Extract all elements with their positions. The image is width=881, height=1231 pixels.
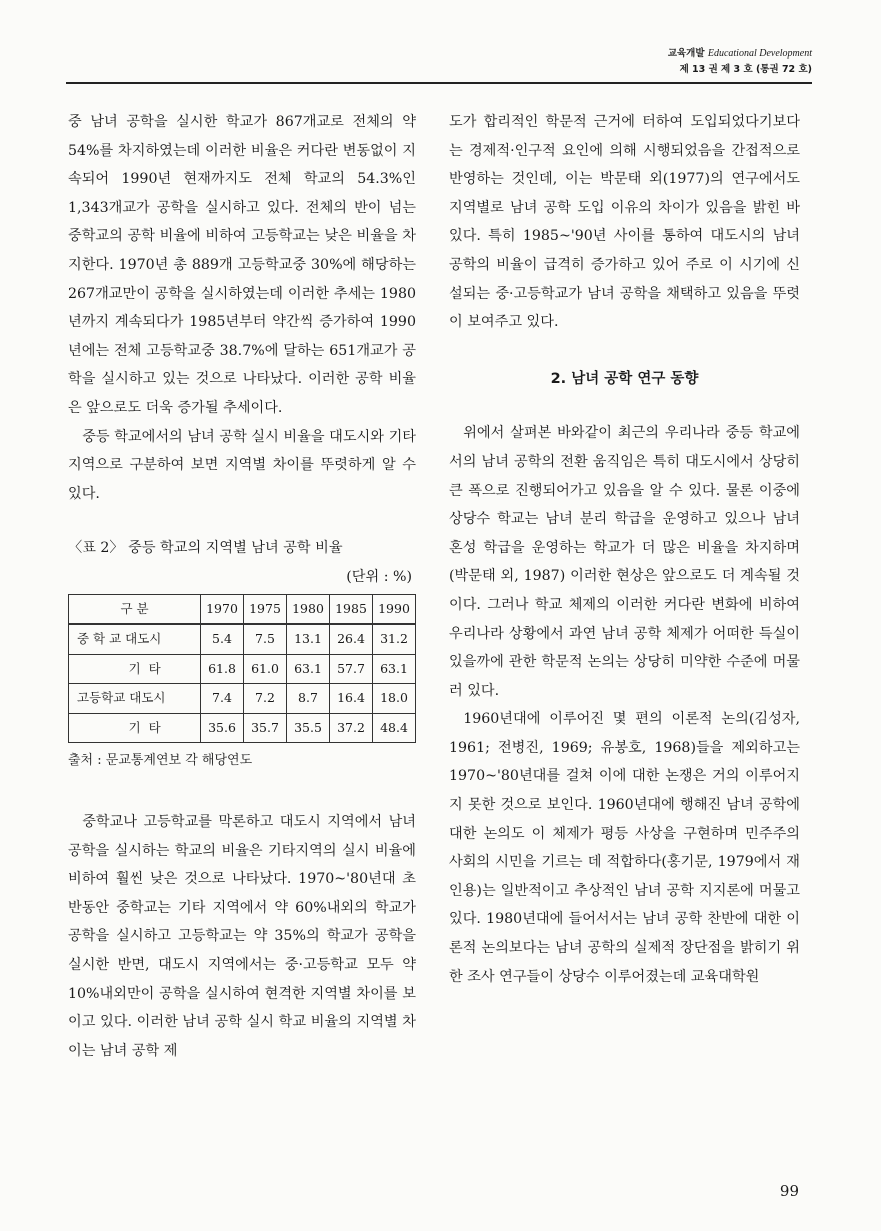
table-cell: 8.7 <box>287 684 330 714</box>
header-cell: 구 분 <box>69 594 201 624</box>
paragraph: 중학교나 고등학교를 막론하고 대도시 지역에서 남녀 공학을 실시하는 학교의 비율은 기타지역의 실시 비율에 비하여 훨씬 낮은 것으로 나타났다. 1970~'80년대 초반동안 중학교는 기타 지역에서 약 60%내외의 학교가 공학을 실시하고 고등학교는 약 35%의 학교가 공학을 실시한 반면, 대도시 지역에서는 중·고등학교 모두 약 10%내외만이 공학을 실시하여 현격한 지역별 차이를 보이고 있다. 이러한 남녀 공학 실시 학교 비율의 지역별 차이는 남녀 공학 제 <box>68 814 416 1059</box>
header-rule <box>66 82 812 84</box>
data-table <box>68 594 416 744</box>
table-row <box>69 624 416 654</box>
journal-title-ko: 교육개발 <box>667 48 705 59</box>
table-cell: 57.7 <box>330 654 373 684</box>
table-cell: 35.5 <box>287 713 330 743</box>
row-label: 기 타 <box>69 713 201 743</box>
table-row <box>69 654 416 684</box>
row-label: 고등학교 대도시 <box>69 684 201 714</box>
table-cell: 31.2 <box>373 624 416 654</box>
table-cell: 18.0 <box>373 684 416 714</box>
table-caption: 〈표 2〉 중등 학교의 지역별 남녀 공학 비율 <box>68 540 343 557</box>
table-cell: 7.4 <box>201 684 244 714</box>
table-cell: 48.4 <box>373 713 416 743</box>
year-header: 1980 <box>287 594 330 624</box>
row-label: 중 학 교 대도시 <box>69 624 201 654</box>
table-cell: 5.4 <box>201 624 244 654</box>
paragraph: 위에서 살펴본 바와같이 최근의 우리나라 중등 학교에서의 남녀 공학의 전환 움직임은 특히 대도시에서 상당히 큰 폭으로 진행되어가고 있음을 알 수 있다. 물론 이중에 상당수 학교는 남녀 분리 학급을 운영하고 있으나 남녀 혼성 학급을 운영하는 학교가 더 많은 비율을 차지하며(박문태 외, 1987) 이러한 현상은 앞으로도 더 계속될 것이다. 그러나 학교 체제의 이러한 커다란 변화에 비하여 우리나라 상황에서 과연 남녀 공학 체제가 어떠한 득실이 있을까에 관한 학문적 논의는 상당히 미약한 수준에 머물러 있다. <box>449 425 800 699</box>
paragraph: 1960년대에 이루어진 몇 편의 이론적 논의(김성자, 1961; 전병진, 1969; 유봉호, 1968)들을 제외하고는 1970~'80년대를 걸쳐 이에 대한 논쟁은 거의 이루어지지 못한 것으로 보인다. 1960년대에 행해진 남녀 공학에 대한 논의도 이 체제가 평등 사상을 구현하며 민주주의 사회의 시민을 기르는 데 적합하다(홍기문, 1979에서 재인용)는 일반적이고 추상적인 남녀 공학 지지론에 머물고 있다. 1980년대에 들어서서는 남녀 공학 찬반에 대한 이론적 논의보다는 남녀 공학의 실제적 장단점을 밝히기 위한 조사 연구들이 상당수 이루어졌는데 교육대학원 <box>449 711 800 985</box>
running-header <box>668 46 812 78</box>
table-cell: 37.2 <box>330 713 373 743</box>
table-cell: 7.2 <box>244 684 287 714</box>
issue-info: 제 13 권 제 3 호 (통권 72 호) <box>679 64 812 75</box>
table-cell: 63.1 <box>287 654 330 684</box>
paragraph: 중 남녀 공학을 실시한 학교가 867개교로 전체의 약 54%를 차지하였는데 이러한 비율은 커다란 변동없이 지속되어 1990년 현재까지도 전체 학교의 54.3%인 1,343개교가 공학을 실시하고 있다. 전체의 반이 넘는 중학교의 공학 비율에 비하여 고등학교는 낮은 비율을 차지한다. 1970년 총 889개 고등학교중 30%에 해당하는 267개교만이 공학을 실시하였는데 이러한 추세는 1980년까지 계속되다가 1985년부터 약간씩 증가하여 1990년에는 전체 고등학교중 38.7%에 달하는 651개교가 공학을 실시하고 있는 것으로 나타났다. 이러한 공학 비율은 앞으로도 더욱 증가될 추세이다. <box>68 114 416 416</box>
year-header: 1975 <box>244 594 287 624</box>
table-source: 출처 : 문교통계연보 각 해당연도 <box>68 753 253 769</box>
year-header: 1970 <box>201 594 244 624</box>
table-cell: 61.8 <box>201 654 244 684</box>
table-cell: 35.7 <box>244 713 287 743</box>
table-header-row <box>69 594 416 624</box>
year-header: 1990 <box>373 594 416 624</box>
table-cell: 26.4 <box>330 624 373 654</box>
page-number: 99 <box>779 1182 799 1200</box>
table-row <box>69 713 416 743</box>
table-cell: 35.6 <box>201 713 244 743</box>
table-cell: 13.1 <box>287 624 330 654</box>
table-cell: 7.5 <box>244 624 287 654</box>
year-header: 1985 <box>330 594 373 624</box>
section-heading: 2. 남녀 공학 연구 동향 <box>550 370 699 387</box>
left-column <box>68 108 416 1065</box>
table-cell: 61.0 <box>244 654 287 684</box>
table-cell: 63.1 <box>373 654 416 684</box>
journal-title-en: Educational Development <box>707 48 812 59</box>
table-cell: 16.4 <box>330 684 373 714</box>
row-label: 기 타 <box>69 654 201 684</box>
paragraph: 도가 합리적인 학문적 근거에 터하여 도입되었다기보다는 경제적·인구적 요인에 의해 시행되었음을 간접적으로 반영하는 것인데, 이는 박문태 외(1977)의 연구에서도 지역별로 남녀 공학 도입 이유의 차이가 있음을 밝힌 바 있다. 특히 1985~'90년 사이를 통하여 대도시의 남녀 공학의 비율이 급격히 증가하고 있어 주로 이 시기에 신설되는 중·고등학교가 남녀 공학을 채택하고 있음을 뚜렷이 보여주고 있다. <box>449 114 800 331</box>
table-row <box>69 684 416 714</box>
right-column <box>449 108 800 991</box>
table-unit: (단위 : %) <box>346 568 412 585</box>
paragraph: 중등 학교에서의 남녀 공학 실시 비율을 대도시와 기타 지역으로 구분하여 보면 지역별 차이를 뚜렷하게 알 수 있다. <box>68 428 416 502</box>
